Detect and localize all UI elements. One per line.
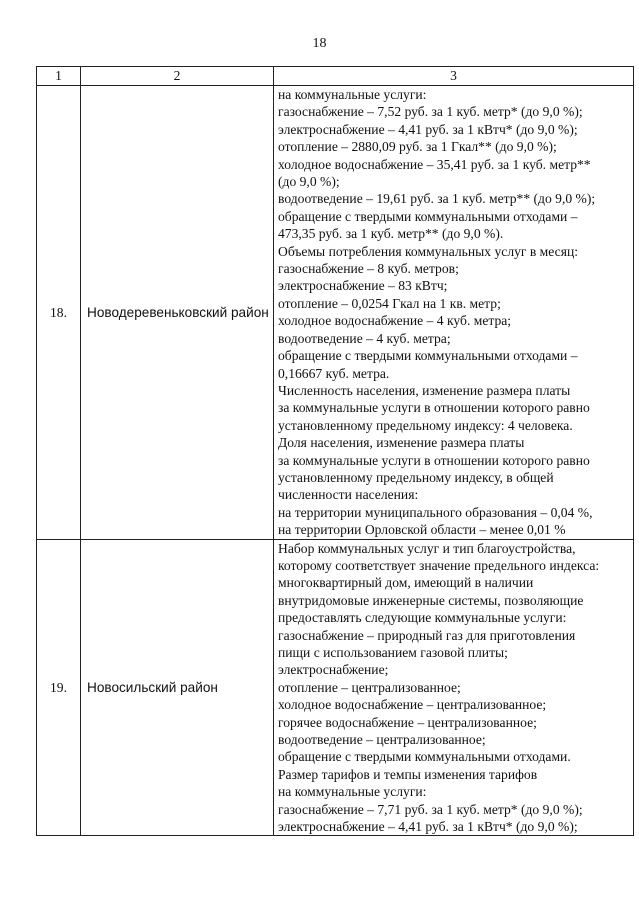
content-line: водоотведение – 4 куб. метра; bbox=[278, 330, 451, 346]
content-line: обращение с твердыми коммунальными отходами – bbox=[278, 348, 578, 364]
content-line: Размер тарифов и темпы изменения тарифов bbox=[278, 766, 538, 782]
content-line: отопление – централизованное; bbox=[278, 679, 461, 695]
tariff-table bbox=[36, 66, 634, 836]
district-name: Новодеревеньковский район bbox=[81, 86, 274, 540]
header-cell-1: 1 bbox=[37, 67, 81, 86]
content-line: электроснабжение – 4,41 руб. за 1 кВтч* (до 9,0 %); bbox=[278, 819, 578, 835]
content-line: холодное водоснабжение – 4 куб. метра; bbox=[278, 313, 512, 329]
content-line: обращение с твердыми коммунальными отходами – bbox=[278, 208, 578, 224]
content-line: на коммунальные услуги: bbox=[278, 784, 427, 800]
content-line: которому соответствует значение предельного индекса: bbox=[278, 557, 600, 573]
content-line: отопление – 0,0254 Гкал на 1 кв. метр; bbox=[278, 295, 501, 311]
row-number: 18. bbox=[37, 86, 81, 540]
district-name: Новосильский район bbox=[81, 539, 274, 836]
row-content bbox=[274, 539, 634, 836]
content-line: установленному предельному индексу: 4 человека. bbox=[278, 417, 573, 433]
content-line: на коммунальные услуги: bbox=[278, 87, 427, 102]
content-line: на территории Орловской области – менее 0,01 % bbox=[278, 522, 566, 538]
content-line: внутридомовые инженерные системы, позволяющие bbox=[278, 592, 584, 608]
content-line: газоснабжение – 8 куб. метров; bbox=[278, 261, 459, 277]
content-line: за коммунальные услуги в отношении которого равно bbox=[278, 452, 590, 468]
content-line: Доля населения, изменение размера платы bbox=[278, 435, 525, 451]
content-line: Набор коммунальных услуг и тип благоустройства, bbox=[278, 540, 576, 556]
content-line: предоставлять следующие коммунальные услуги: bbox=[278, 610, 567, 626]
content-line: численности населения: bbox=[278, 487, 419, 503]
header-cell-3: 3 bbox=[274, 67, 634, 86]
header-cell-2: 2 bbox=[81, 67, 274, 86]
row-content bbox=[274, 86, 634, 540]
content-line: пищи с использованием газовой плиты; bbox=[278, 645, 508, 660]
content-line: за коммунальные услуги в отношении которого равно bbox=[278, 400, 590, 416]
content-line: (до 9,0 %); bbox=[278, 174, 340, 190]
content-line: многоквартирный дом, имеющий в наличии bbox=[278, 575, 534, 591]
page-number: 18 bbox=[312, 36, 327, 51]
content-line: обращение с твердыми коммунальными отходами. bbox=[278, 749, 571, 765]
row-number: 19. bbox=[37, 539, 81, 836]
content-line: на территории муниципального образования – 0,04 %, bbox=[278, 504, 593, 520]
content-line: холодное водоснабжение – 35,41 руб. за 1 куб. метр** bbox=[278, 156, 591, 172]
content-line: водоотведение – 19,61 руб. за 1 куб. метр** (до 9,0 %); bbox=[278, 191, 596, 207]
content-line: 0,16667 куб. метра. bbox=[278, 365, 390, 381]
table-header-row bbox=[37, 67, 634, 86]
content-line: электроснабжение – 4,41 руб. за 1 кВтч* (до 9,0 %); bbox=[278, 121, 578, 137]
table-row bbox=[37, 539, 634, 836]
content-line: Численность населения, изменение размера платы bbox=[278, 382, 571, 398]
content-line: установленному предельному индексу, в общей bbox=[278, 469, 554, 485]
content-line: газоснабжение – природный газ для приготовления bbox=[278, 627, 576, 643]
content-line: Объемы потребления коммунальных услуг в месяц: bbox=[278, 243, 578, 259]
content-line: электроснабжение – 83 кВтч; bbox=[278, 278, 448, 294]
content-line: холодное водоснабжение – централизованное; bbox=[278, 697, 547, 713]
content-line: 473,35 руб. за 1 куб. метр** (до 9,0 %). bbox=[278, 226, 504, 242]
content-line: газоснабжение – 7,52 руб. за 1 куб. метр* (до 9,0 %); bbox=[278, 104, 583, 120]
content-line: отопление – 2880,09 руб. за 1 Гкал** (до 9,0 %); bbox=[278, 139, 557, 155]
table-row bbox=[37, 86, 634, 540]
content-line: горячее водоснабжение – централизованное; bbox=[278, 714, 537, 730]
content-line: водоотведение – централизованное; bbox=[278, 732, 486, 748]
content-line: электроснабжение; bbox=[278, 662, 389, 678]
content-line: газоснабжение – 7,71 руб. за 1 куб. метр* (до 9,0 %); bbox=[278, 801, 583, 817]
